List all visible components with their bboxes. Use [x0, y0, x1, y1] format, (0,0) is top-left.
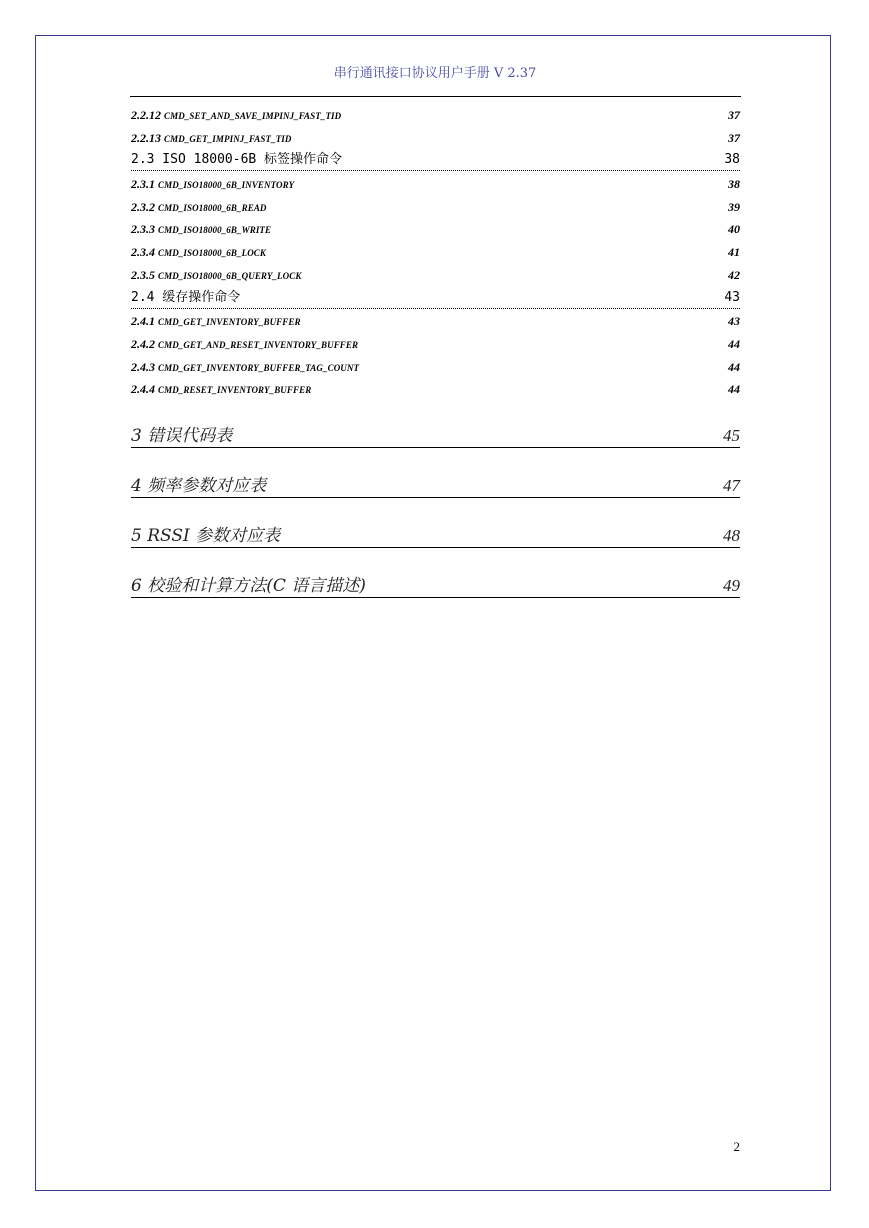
toc-entry-title: CMD_ISO18000_6B_WRITE — [158, 225, 272, 236]
toc-section-title: 2.3 ISO 18000-6B 标签操作命令 — [131, 152, 343, 168]
toc-entry-number: 2.3.3 — [131, 222, 155, 237]
toc-section-entry[interactable] — [131, 287, 740, 309]
toc-entry-title: CMD_RESET_INVENTORY_BUFFER — [158, 385, 312, 396]
toc-entry-number: 2.2.12 — [131, 108, 161, 122]
toc-entry-page: 40 — [728, 222, 740, 237]
toc-entry[interactable] — [131, 127, 740, 150]
toc-entry-title: CMD_GET_IMPINJ_FAST_TID — [164, 133, 292, 144]
toc-entry[interactable] — [131, 310, 740, 333]
toc-entry-page: 37 — [728, 130, 740, 145]
toc-entry-number: 2.3.5 — [131, 267, 155, 282]
page-number: 2 — [733, 1139, 740, 1154]
toc-entry-page: 43 — [724, 289, 740, 305]
toc-chapter-title: 6 校验和计算方法(C 语言描述) — [131, 576, 366, 596]
toc-entry-page: 38 — [728, 177, 740, 192]
toc-entry[interactable] — [131, 356, 740, 379]
toc-entry-title: CMD_SET_AND_SAVE_IMPINJ_FAST_TID — [164, 111, 342, 121]
toc-list — [131, 104, 740, 401]
toc-entry-page: 44 — [728, 359, 740, 374]
toc-entry-number: 2.4.3 — [131, 359, 155, 374]
toc-entry-title: CMD_ISO18000_6B_READ — [158, 202, 267, 213]
toc-entry-title: CMD_ISO18000_6B_INVENTORY — [158, 180, 295, 191]
toc-chapter-title: 4 频率参数对应表 — [131, 476, 267, 496]
toc-chapter-page: 49 — [723, 576, 740, 595]
toc-chapter-title: 5 RSSI 参数对应表 — [131, 526, 281, 546]
toc-entry[interactable] — [131, 104, 740, 127]
toc-entry-title: CMD_ISO18000_6B_LOCK — [158, 248, 267, 259]
toc-entry[interactable] — [131, 218, 740, 241]
toc-entry[interactable] — [131, 196, 740, 219]
toc-entry-title: CMD_GET_INVENTORY_BUFFER — [158, 317, 301, 328]
toc-entry-page: 38 — [724, 152, 740, 168]
toc-entry-page: 39 — [728, 199, 740, 214]
toc-entry-number: 2.3.2 — [131, 199, 155, 214]
toc-chapter-page: 47 — [723, 476, 740, 495]
toc-chapters — [131, 424, 740, 624]
toc-entry-page: 42 — [728, 267, 740, 282]
toc-entry[interactable] — [131, 333, 740, 356]
running-header: 串行通讯接口协议用户手册 V 2.37 — [333, 66, 537, 81]
toc-entry[interactable] — [131, 173, 740, 196]
toc-chapter-entry[interactable] — [131, 524, 740, 548]
toc-entry-number: 2.4.2 — [131, 336, 155, 351]
toc-entry-number: 2.4.1 — [131, 314, 155, 329]
toc-entry[interactable] — [131, 378, 740, 401]
toc-entry-page: 41 — [728, 245, 740, 260]
toc-entry[interactable] — [131, 264, 740, 287]
toc-entry-number: 2.2.13 — [131, 130, 161, 145]
toc-entry-page: 44 — [728, 382, 740, 397]
toc-section-entry[interactable] — [131, 149, 740, 171]
toc-entry-number: 2.4.4 — [131, 382, 155, 397]
toc-chapter-entry[interactable] — [131, 424, 740, 448]
toc-chapter-page: 45 — [723, 426, 740, 445]
toc-entry-page: 43 — [728, 314, 740, 329]
toc-entry-page: 44 — [728, 336, 740, 351]
toc-entry-number: 2.3.1 — [131, 177, 155, 192]
toc-entry-number: 2.3.4 — [131, 245, 155, 260]
toc-entry-title: CMD_GET_INVENTORY_BUFFER_TAG_COUNT — [158, 362, 360, 373]
toc-chapter-title: 3 错误代码表 — [131, 426, 233, 446]
toc-chapter-entry[interactable] — [131, 474, 740, 498]
toc-chapter-entry[interactable] — [131, 574, 740, 598]
toc-entry[interactable] — [131, 241, 740, 264]
toc-entry-title: CMD_ISO18000_6B_QUERY_LOCK — [158, 270, 302, 281]
toc-entry-page: 37 — [728, 108, 740, 122]
toc-entry-title: CMD_GET_AND_RESET_INVENTORY_BUFFER — [158, 339, 359, 350]
toc-section-title: 2.4 缓存操作命令 — [131, 289, 241, 305]
toc-chapter-page: 48 — [723, 526, 740, 545]
header-rule — [130, 96, 741, 97]
